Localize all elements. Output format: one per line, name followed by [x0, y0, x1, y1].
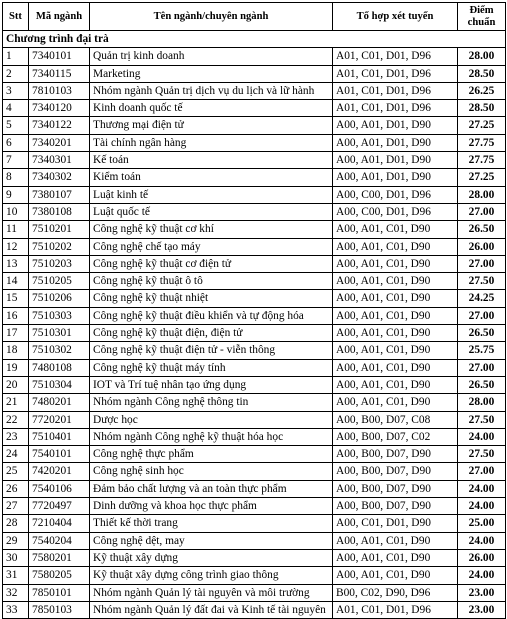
cell-name: Công nghệ kỹ thuật cơ điện tử [90, 255, 333, 272]
cell-stt: 12 [3, 238, 29, 255]
cell-score: 28.50 [458, 100, 506, 117]
cell-code: 7510401 [29, 428, 90, 445]
cell-stt: 29 [3, 532, 29, 549]
cell-score: 23.00 [458, 584, 506, 601]
admission-score-table-container [2, 2, 505, 616]
cell-score: 27.00 [458, 255, 506, 272]
cell-score: 26.50 [458, 325, 506, 342]
cell-stt: 20 [3, 376, 29, 393]
cell-name: Kế toán [90, 152, 333, 169]
table-row [3, 82, 506, 99]
cell-combo: A00, B00, D07, D90 [333, 480, 458, 497]
cell-code: 7510205 [29, 273, 90, 290]
header-name: Tên ngành/chuyên ngành [90, 3, 333, 31]
table-row [3, 290, 506, 307]
cell-stt: 26 [3, 480, 29, 497]
table-row [3, 428, 506, 445]
cell-score: 27.50 [458, 411, 506, 428]
cell-stt: 22 [3, 411, 29, 428]
cell-combo: A00, C00, D01, D96 [333, 186, 458, 203]
cell-code: 7340120 [29, 100, 90, 117]
cell-stt: 4 [3, 100, 29, 117]
table-row [3, 255, 506, 272]
cell-name: Marketing [90, 65, 333, 82]
cell-code: 7340302 [29, 169, 90, 186]
cell-score: 27.50 [458, 273, 506, 290]
cell-code: 7340301 [29, 152, 90, 169]
header-stt: Stt [3, 3, 29, 31]
cell-score: 27.75 [458, 152, 506, 169]
section-title: Chương trình đại trà [3, 31, 506, 48]
cell-combo: A00, A01, C01, D90 [333, 290, 458, 307]
cell-name: Công nghệ kỹ thuật nhiệt [90, 290, 333, 307]
cell-combo: A01, C01, D01, D96 [333, 601, 458, 618]
cell-stt: 31 [3, 567, 29, 584]
cell-stt: 25 [3, 463, 29, 480]
cell-combo: A00, A01, C01, D90 [333, 221, 458, 238]
cell-combo: A00, A01, D01, D90 [333, 152, 458, 169]
cell-combo: A00, B00, D07, D90 [333, 463, 458, 480]
cell-combo: A00, C00, D01, D96 [333, 203, 458, 220]
cell-name: Công nghệ kỹ thuật ô tô [90, 273, 333, 290]
cell-name: Luật quốc tế [90, 203, 333, 220]
cell-stt: 30 [3, 549, 29, 566]
cell-stt: 19 [3, 359, 29, 376]
cell-score: 26.50 [458, 221, 506, 238]
table-row [3, 480, 506, 497]
cell-code: 7510201 [29, 221, 90, 238]
cell-score: 24.00 [458, 498, 506, 515]
cell-combo: A00, A01, C01, D90 [333, 567, 458, 584]
cell-name: IOT và Trí tuệ nhân tạo ứng dụng [90, 376, 333, 393]
cell-combo: A00, A01, D01, D90 [333, 169, 458, 186]
cell-combo: A00, A01, C01, D90 [333, 238, 458, 255]
table-row [3, 65, 506, 82]
cell-code: 7340122 [29, 117, 90, 134]
cell-code: 7580201 [29, 549, 90, 566]
cell-code: 7510301 [29, 325, 90, 342]
table-row [3, 117, 506, 134]
cell-code: 7510202 [29, 238, 90, 255]
cell-combo: A00, B00, D07, C08 [333, 411, 458, 428]
cell-code: 7380107 [29, 186, 90, 203]
cell-name: Công nghệ thực phẩm [90, 446, 333, 463]
cell-score: 28.50 [458, 65, 506, 82]
table-row [3, 394, 506, 411]
cell-score: 27.00 [458, 203, 506, 220]
cell-stt: 14 [3, 273, 29, 290]
cell-combo: A00, A01, C01, D90 [333, 307, 458, 324]
cell-combo: A00, A01, D01, D90 [333, 134, 458, 151]
table-row [3, 307, 506, 324]
table-row [3, 186, 506, 203]
cell-score: 24.25 [458, 290, 506, 307]
table-row [3, 203, 506, 220]
table-row [3, 48, 506, 65]
cell-stt: 11 [3, 221, 29, 238]
table-row [3, 584, 506, 601]
cell-score: 24.00 [458, 567, 506, 584]
cell-score: 27.25 [458, 169, 506, 186]
table-row [3, 342, 506, 359]
cell-stt: 23 [3, 428, 29, 445]
header-score: Điểm chuẩn [458, 3, 506, 31]
cell-name: Dược học [90, 411, 333, 428]
cell-code: 7420201 [29, 463, 90, 480]
table-row [3, 221, 506, 238]
cell-score: 27.00 [458, 463, 506, 480]
cell-code: 7510302 [29, 342, 90, 359]
cell-combo: A00, A01, C01, D90 [333, 273, 458, 290]
cell-score: 27.00 [458, 359, 506, 376]
cell-score: 27.75 [458, 134, 506, 151]
cell-code: 7510203 [29, 255, 90, 272]
cell-name: Quản trị kinh doanh [90, 48, 333, 65]
cell-combo: A01, C01, D01, D96 [333, 100, 458, 117]
cell-name: Kỹ thuật xây dựng công trình giao thông [90, 567, 333, 584]
cell-code: 7480108 [29, 359, 90, 376]
cell-name: Công nghệ kỹ thuật máy tính [90, 359, 333, 376]
cell-stt: 33 [3, 601, 29, 618]
cell-stt: 2 [3, 65, 29, 82]
table-row [3, 238, 506, 255]
cell-stt: 17 [3, 325, 29, 342]
cell-score: 27.50 [458, 446, 506, 463]
cell-code: 7580205 [29, 567, 90, 584]
cell-score: 28.00 [458, 186, 506, 203]
section-row [3, 31, 506, 48]
cell-name: Công nghệ chế tạo máy [90, 238, 333, 255]
cell-name: Công nghệ kỹ thuật điện tử - viễn thông [90, 342, 333, 359]
cell-score: 27.00 [458, 307, 506, 324]
cell-stt: 28 [3, 515, 29, 532]
cell-name: Nhóm ngành Quản lý tài nguyên và môi trường [90, 584, 333, 601]
table-row [3, 169, 506, 186]
cell-score: 27.25 [458, 117, 506, 134]
cell-code: 7340201 [29, 134, 90, 151]
cell-stt: 15 [3, 290, 29, 307]
table-row [3, 532, 506, 549]
cell-score: 24.00 [458, 532, 506, 549]
cell-combo: A01, C01, D01, D96 [333, 48, 458, 65]
cell-code: 7850101 [29, 584, 90, 601]
cell-code: 7810103 [29, 82, 90, 99]
table-row [3, 325, 506, 342]
cell-score: 23.00 [458, 601, 506, 618]
cell-stt: 3 [3, 82, 29, 99]
table-row [3, 463, 506, 480]
cell-code: 7480201 [29, 394, 90, 411]
table-row [3, 152, 506, 169]
cell-name: Tài chính ngân hàng [90, 134, 333, 151]
cell-name: Công nghệ kỹ thuật điều khiển và tự động hóa [90, 307, 333, 324]
cell-score: 26.00 [458, 238, 506, 255]
header-combo: Tổ hợp xét tuyển [333, 3, 458, 31]
cell-stt: 21 [3, 394, 29, 411]
cell-stt: 7 [3, 152, 29, 169]
admission-score-table [2, 2, 506, 619]
cell-name: Nhóm ngành Công nghệ thông tin [90, 394, 333, 411]
cell-code: 7340115 [29, 65, 90, 82]
table-row [3, 567, 506, 584]
cell-combo: A00, C01, D01, D90 [333, 515, 458, 532]
cell-stt: 27 [3, 498, 29, 515]
cell-stt: 24 [3, 446, 29, 463]
cell-score: 24.00 [458, 428, 506, 445]
cell-combo: A00, B00, D07, D90 [333, 498, 458, 515]
cell-code: 7380108 [29, 203, 90, 220]
cell-stt: 6 [3, 134, 29, 151]
cell-stt: 18 [3, 342, 29, 359]
cell-stt: 10 [3, 203, 29, 220]
table-row [3, 359, 506, 376]
cell-combo: A00, A01, C01, D90 [333, 342, 458, 359]
cell-combo: A01, C01, D01, D96 [333, 65, 458, 82]
cell-name: Nhóm ngành Quản lý đất đai và Kinh tế tài nguyên [90, 601, 333, 618]
cell-combo: A00, A01, C01, D90 [333, 549, 458, 566]
cell-code: 7720201 [29, 411, 90, 428]
cell-combo: B00, C02, D90, D96 [333, 584, 458, 601]
cell-code: 7850103 [29, 601, 90, 618]
cell-score: 25.75 [458, 342, 506, 359]
cell-combo: A00, A01, C01, D90 [333, 255, 458, 272]
table-row [3, 498, 506, 515]
cell-score: 24.00 [458, 480, 506, 497]
cell-code: 7340101 [29, 48, 90, 65]
cell-name: Kỹ thuật xây dựng [90, 549, 333, 566]
cell-name: Công nghệ kỹ thuật điện, điện tử [90, 325, 333, 342]
cell-code: 7540204 [29, 532, 90, 549]
cell-name: Kinh doanh quốc tế [90, 100, 333, 117]
header-code: Mã ngành [29, 3, 90, 31]
cell-combo: A00, A01, C01, D90 [333, 359, 458, 376]
cell-code: 7210404 [29, 515, 90, 532]
cell-stt: 16 [3, 307, 29, 324]
cell-name: Thương mại điện tử [90, 117, 333, 134]
cell-combo: A00, A01, C01, D90 [333, 376, 458, 393]
cell-combo: A00, B00, D07, C02 [333, 428, 458, 445]
cell-code: 7720497 [29, 498, 90, 515]
cell-stt: 5 [3, 117, 29, 134]
cell-score: 25.00 [458, 515, 506, 532]
cell-name: Công nghệ sinh học [90, 463, 333, 480]
cell-score: 26.25 [458, 82, 506, 99]
cell-combo: A01, C01, D01, D96 [333, 82, 458, 99]
cell-combo: A00, A01, D01, D90 [333, 117, 458, 134]
cell-score: 26.50 [458, 376, 506, 393]
table-row [3, 273, 506, 290]
cell-combo: A00, A01, C01, D90 [333, 532, 458, 549]
cell-name: Luật kinh tế [90, 186, 333, 203]
cell-name: Công nghệ dệt, may [90, 532, 333, 549]
table-row [3, 100, 506, 117]
cell-stt: 1 [3, 48, 29, 65]
cell-score: 28.00 [458, 48, 506, 65]
table-row [3, 134, 506, 151]
cell-name: Công nghệ kỹ thuật cơ khí [90, 221, 333, 238]
cell-stt: 9 [3, 186, 29, 203]
cell-score: 26.00 [458, 549, 506, 566]
table-row [3, 515, 506, 532]
cell-name: Nhóm ngành Quản trị dịch vụ du lịch và lữ hành [90, 82, 333, 99]
cell-code: 7510304 [29, 376, 90, 393]
table-row [3, 411, 506, 428]
cell-code: 7540101 [29, 446, 90, 463]
cell-score: 28.00 [458, 394, 506, 411]
cell-name: Nhóm ngành Công nghệ kỹ thuật hóa học [90, 428, 333, 445]
table-row [3, 601, 506, 618]
cell-combo: A00, A01, C01, D90 [333, 394, 458, 411]
header-row [3, 3, 506, 31]
cell-combo: A00, B00, D07, D90 [333, 446, 458, 463]
cell-code: 7540106 [29, 480, 90, 497]
cell-code: 7510303 [29, 307, 90, 324]
table-row [3, 549, 506, 566]
cell-stt: 32 [3, 584, 29, 601]
table-row [3, 376, 506, 393]
cell-stt: 13 [3, 255, 29, 272]
cell-code: 7510206 [29, 290, 90, 307]
cell-name: Đảm bảo chất lượng và an toàn thực phẩm [90, 480, 333, 497]
cell-name: Dinh dưỡng và khoa học thực phẩm [90, 498, 333, 515]
table-row [3, 446, 506, 463]
cell-name: Thiết kế thời trang [90, 515, 333, 532]
cell-name: Kiểm toán [90, 169, 333, 186]
cell-combo: A00, A01, C01, D90 [333, 325, 458, 342]
cell-stt: 8 [3, 169, 29, 186]
